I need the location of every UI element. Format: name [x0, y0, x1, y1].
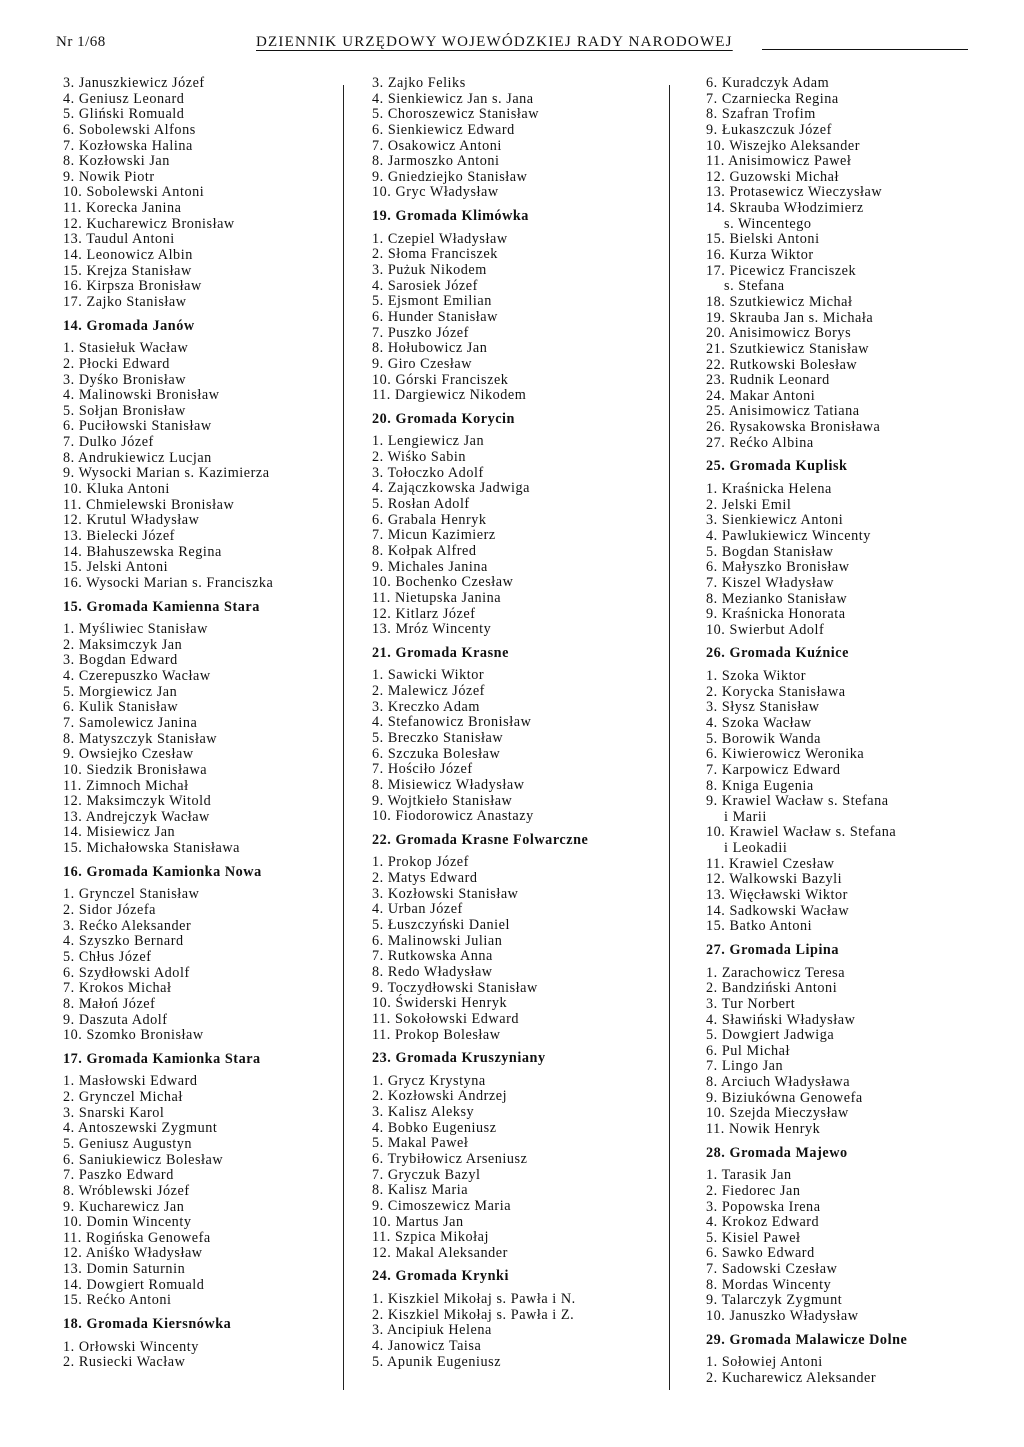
list-item: 2. Fiedorec Jan	[706, 1182, 801, 1199]
list-item: 13. Bielecki Józef	[63, 527, 175, 544]
list-item: 11. Korecka Janina	[63, 200, 182, 217]
section-heading: 25. Gromada Kuplisk	[706, 458, 848, 475]
section-heading: 22. Gromada Krasne Folwarczne	[372, 831, 589, 848]
list-item: 26. Rysakowska Bronisława	[706, 419, 881, 436]
list-item: 1. Szoka Wiktor	[706, 668, 807, 685]
column-1	[63, 76, 331, 1371]
list-item: 9. Talarczyk Zygmunt	[706, 1292, 843, 1309]
list-item: 10. Górski Franciszek	[372, 371, 509, 388]
list-item: 16. Kurza Wiktor	[706, 247, 814, 264]
list-item: 12. Kitlarz Józef	[372, 605, 476, 622]
list-item: 1. Lengiewicz Jan	[372, 433, 485, 450]
section-heading: 23. Gromada Kruszyniany	[372, 1050, 546, 1067]
list-item: 6. Kiwierowicz Weronika	[706, 746, 865, 763]
list-item: 5. Ejsmont Emilian	[372, 293, 492, 310]
list-item: 2. Bandziński Antoni	[706, 980, 838, 997]
list-item: 14. Sadkowski Wacław	[706, 902, 850, 919]
list-item: 8. Andrukiewicz Lucjan	[63, 449, 212, 466]
list-item: 8. Kalisz Maria	[372, 1182, 469, 1199]
list-item: 1. Sołowiej Antoni	[706, 1354, 823, 1371]
list-item: 3. Kozłowski Stanisław	[372, 885, 519, 902]
list-item: 7. Kozłowska Halina	[63, 137, 193, 154]
list-item: 9. Nowik Piotr	[63, 168, 155, 185]
list-item: 10. Kluka Antoni	[63, 481, 170, 498]
list-item: 1. Grycz Krystyna	[372, 1072, 486, 1089]
list-item: 9. Łukaszczuk Józef	[706, 121, 832, 138]
list-item: 7. Dulko Józef	[63, 434, 154, 451]
list-item: 9. Wojtkieło Stanisław	[372, 792, 513, 809]
list-item: 9. Owsiejko Czesław	[63, 746, 194, 763]
list-item: 11. Szpica Mikołaj	[372, 1229, 489, 1246]
list-item: 8. Arciuch Władysława	[706, 1074, 851, 1091]
list-item: 5. Bogdan Stanisław	[706, 543, 834, 560]
section-heading: 27. Gromada Lipina	[706, 941, 840, 958]
list-item: 15. Jelski Antoni	[63, 559, 169, 576]
column-2	[372, 76, 657, 1370]
list-item: 5. Choroszewicz Stanisław	[372, 106, 540, 123]
list-item: 4. Pawlukiewicz Wincenty	[706, 527, 871, 544]
list-item: 4. Janowicz Taisa	[372, 1338, 482, 1355]
list-item-continuation: i Marii	[724, 808, 767, 825]
section-heading: 29. Gromada Malawicze Dolne	[706, 1331, 908, 1348]
list-item: 9. Krawiel Wacław s. Stefana	[706, 793, 889, 810]
list-item: 18. Szutkiewicz Michał	[706, 293, 853, 310]
list-item: 2. Korycka Stanisława	[706, 683, 846, 700]
list-item: 2. Rusiecki Wacław	[63, 1354, 186, 1371]
list-item: 1. Myśliwiec Stanisław	[63, 621, 208, 638]
list-item: 5. Borowik Wanda	[706, 730, 821, 747]
list-item: 10. Krawiel Wacław s. Stefana	[706, 824, 897, 841]
list-item: 14. Skrauba Włodzimierz	[706, 200, 864, 217]
section-heading: 14. Gromada Janów	[63, 317, 195, 334]
list-item: 2. Grynczel Michał	[63, 1089, 183, 1106]
list-item: 4. Zajączkowska Jadwiga	[372, 480, 531, 497]
list-item: 12. Aniśko Władysław	[63, 1245, 203, 1262]
list-item: 12. Walkowski Bazyli	[706, 871, 843, 888]
list-item: 3. Snarski Karol	[63, 1104, 165, 1121]
column-3	[706, 76, 976, 1387]
list-item: 7. Karpowicz Edward	[706, 761, 841, 778]
list-item: 6. Trybiłowicz Arseniusz	[372, 1151, 528, 1167]
list-item: 8. Szafran Trofim	[706, 106, 816, 123]
list-item: 2. Kiszkiel Mikołaj s. Pawła i Z.	[372, 1306, 575, 1323]
list-item: 13. Domin Saturnin	[63, 1261, 186, 1278]
section-heading: 16. Gromada Kamionka Nowa	[63, 863, 262, 880]
list-item: 11. Krawiel Czesław	[706, 855, 835, 872]
list-item: 2. Słoma Franciszek	[372, 246, 498, 263]
list-item: 1. Prokop Józef	[372, 854, 469, 871]
section-heading: 20. Gromada Korycin	[372, 410, 515, 427]
list-item: 25. Anisimowicz Tatiana	[706, 403, 860, 420]
list-item: 7. Micun Kazimierz	[372, 527, 496, 544]
list-item: 5. Dowgiert Jadwiga	[706, 1027, 835, 1044]
list-item: 4. Bobko Eugeniusz	[372, 1119, 497, 1136]
list-item: 3. Tur Norbert	[706, 995, 796, 1012]
section-heading: 24. Gromada Krynki	[372, 1268, 509, 1285]
list-item: 5. Gliński Romuald	[63, 106, 185, 123]
list-item: 13. Mróz Wincenty	[372, 621, 492, 638]
list-item: 9. Wysocki Marian s. Kazimierza	[63, 465, 270, 482]
list-item: 24. Makar Antoni	[706, 387, 816, 404]
list-item: 5. Łuszczyński Daniel	[372, 917, 511, 934]
list-item: 8. Wróblewski Józef	[63, 1182, 190, 1199]
list-item: 2. Kucharewicz Aleksander	[706, 1369, 877, 1386]
list-item: 2. Płocki Edward	[63, 355, 170, 372]
list-item: 8. Kołpak Alfred	[372, 542, 477, 559]
list-item: 6. Malinowski Julian	[372, 932, 503, 949]
list-item: 4. Antoszewski Zygmunt	[63, 1120, 218, 1137]
list-item: 4. Czerepuszko Wacław	[63, 668, 211, 685]
list-item: 8. Hołubowicz Jan	[372, 340, 488, 357]
list-item: 8. Mezianko Stanisław	[706, 590, 848, 607]
list-item: 11. Rogińska Genowefa	[63, 1229, 211, 1246]
list-item: 12. Guzowski Michał	[706, 168, 839, 185]
list-item: 6. Grabala Henryk	[372, 511, 487, 528]
list-item: 5. Makal Paweł	[372, 1135, 469, 1152]
list-item: 13. Protasewicz Wieczysław	[706, 184, 883, 201]
list-item: 3. Sienkiewicz Antoni	[706, 512, 844, 529]
list-item: 2. Malewicz Józef	[372, 683, 485, 700]
list-item: 10. Domin Wincenty	[63, 1214, 192, 1231]
list-item: 10. Szomko Bronisław	[63, 1027, 204, 1044]
list-item: 1. Kiszkiel Mikołaj s. Pawła i N.	[372, 1291, 576, 1308]
list-item: 16. Wysocki Marian s. Franciszka	[63, 574, 274, 591]
list-item: 11. Nowik Henryk	[706, 1121, 821, 1137]
list-item: 7. Kiszel Władysław	[706, 574, 834, 591]
page-header	[56, 34, 968, 54]
list-item: 19. Skrauba Jan s. Michała	[706, 309, 874, 326]
list-item: 1. Stasiełuk Wacław	[63, 340, 189, 357]
list-item: 1. Masłowski Edward	[63, 1073, 198, 1090]
list-item: 1. Zarachowicz Teresa	[706, 964, 846, 981]
list-item: 4. Szyszko Bernard	[63, 933, 184, 950]
list-item: 12. Kucharewicz Bronisław	[63, 215, 235, 232]
list-item: 3. Słysz Stanisław	[706, 699, 820, 716]
page-number: Nr 1/68	[56, 34, 106, 50]
column-separator	[669, 85, 670, 1390]
list-item: 3. Kalisz Aleksy	[372, 1104, 475, 1121]
list-item: 6. Pul Michał	[706, 1042, 790, 1059]
list-item: 3. Kreczko Adam	[372, 698, 480, 715]
list-item: 13. Taudul Antoni	[63, 231, 175, 248]
list-item: 7. Puszko Józef	[372, 324, 469, 341]
list-item: 1. Grynczel Stanisław	[63, 886, 200, 903]
list-item: 10. Siedzik Bronisława	[63, 761, 208, 778]
list-item: 5. Sołjan Bronisław	[63, 402, 186, 419]
list-item: 11. Chmielewski Bronisław	[63, 496, 235, 513]
list-item: 3. Januszkiewicz Józef	[63, 75, 205, 91]
section-heading: 15. Gromada Kamienna Stara	[63, 598, 260, 615]
list-item: 11. Prokop Bolesław	[372, 1026, 501, 1043]
list-item: 10. Gryc Władysław	[372, 184, 499, 201]
list-item: 4. Sławiński Władysław	[706, 1011, 856, 1028]
list-item: 7. Samolewicz Janina	[63, 714, 198, 731]
list-item: 5. Breczko Stanisław	[372, 729, 504, 746]
list-item: 9. Toczydłowski Stanisław	[372, 979, 538, 996]
section-heading: 17. Gromada Kamionka Stara	[63, 1050, 261, 1067]
list-item: 12. Makal Aleksander	[372, 1244, 508, 1261]
list-item: 7. Hościło Józef	[372, 761, 473, 778]
list-item: 4. Urban Józef	[372, 901, 463, 918]
list-item: 4. Sienkiewicz Jan s. Jana	[372, 90, 534, 107]
list-item: 10. Świderski Henryk	[372, 995, 508, 1012]
list-item: 8. Mordas Wincenty	[706, 1276, 832, 1293]
list-item: 6. Puciłowski Stanisław	[63, 418, 212, 435]
list-item: 17. Zajko Stanisław	[63, 293, 187, 310]
list-item: 2. Maksimczyk Jan	[63, 636, 183, 653]
list-item: 9. Gniedziejko Stanisław	[372, 168, 528, 185]
list-item: 8. Matyszczyk Stanisław	[63, 730, 218, 747]
list-item: 8. Małoń Józef	[63, 995, 156, 1012]
list-item: 10. Sobolewski Antoni	[63, 184, 205, 201]
list-item: 12. Krutul Władysław	[63, 512, 200, 529]
list-item: 20. Anisimowicz Borys	[706, 325, 852, 342]
list-item: 7. Rutkowska Anna	[372, 948, 493, 965]
list-item-continuation: s. Wincentego	[724, 215, 812, 232]
list-item: 8. Redo Władysław	[372, 963, 493, 980]
section-heading: 28. Gromada Majewo	[706, 1144, 848, 1161]
list-item: 11. Sokołowski Edward	[372, 1010, 519, 1027]
list-item: 10. Swierbut Adolf	[706, 621, 825, 638]
list-item: 10. Januszko Władysław	[706, 1308, 859, 1325]
journal-title: DZIENNIK URZĘDOWY WOJEWÓDZKIEJ RADY NARODOWEJ	[256, 34, 733, 50]
list-item: 2. Kozłowski Andrzej	[372, 1088, 508, 1105]
list-item: 9. Kraśnicka Honorata	[706, 606, 846, 623]
list-item: 1. Czepiel Władysław	[372, 230, 508, 247]
section-heading: 19. Gromada Klimówka	[372, 208, 529, 225]
list-item: 1. Sawicki Wiktor	[372, 667, 485, 684]
list-item: 9. Daszuta Adolf	[63, 1011, 168, 1028]
list-item-continuation: s. Stefana	[724, 278, 785, 295]
list-item: 5. Apunik Eugeniusz	[372, 1353, 502, 1370]
list-item: 22. Rutkowski Bolesław	[706, 356, 858, 373]
list-item: 8. Kniga Eugenia	[706, 777, 814, 794]
list-item: 11. Dargiewicz Nikodem	[372, 387, 527, 404]
list-item: 2. Wiśko Sabin	[372, 449, 466, 466]
list-item: 1. Orłowski Wincenty	[63, 1338, 199, 1355]
list-item: 10. Martus Jan	[372, 1213, 464, 1230]
list-item: 5. Chłus Józef	[63, 948, 152, 965]
list-item: 7. Gryczuk Bazyl	[372, 1166, 481, 1183]
list-item: 10. Wiszejko Aleksander	[706, 137, 861, 154]
list-item: 14. Błahuszewska Regina	[63, 543, 222, 560]
list-item: 6. Kulik Stanisław	[63, 699, 179, 716]
list-item: 5. Rosłan Adolf	[372, 496, 470, 513]
list-item: 3. Popowska Irena	[706, 1198, 821, 1215]
list-item-continuation: i Leokadii	[724, 840, 788, 857]
list-item: 4. Stefanowicz Bronisław	[372, 714, 532, 731]
list-item: 3. Zajko Feliks	[372, 75, 466, 91]
list-item: 10. Szejda Mieczysław	[706, 1105, 849, 1122]
list-item: 8. Misiewicz Władysław	[372, 776, 525, 793]
list-item: 7. Lingo Jan	[706, 1058, 784, 1075]
list-item: 15. Batko Antoni	[706, 918, 813, 935]
list-item: 6. Małyszko Bronisław	[706, 559, 850, 576]
list-item: 4. Sarosiek Józef	[372, 277, 478, 294]
list-item: 4. Malinowski Bronisław	[63, 387, 220, 404]
list-item: 5. Morgiewicz Jan	[63, 683, 178, 700]
section-heading: 26. Gromada Kuźnice	[706, 645, 849, 662]
list-item: 3. Tołoczko Adolf	[372, 464, 484, 481]
list-item: 14. Leonowicz Albin	[63, 247, 193, 264]
list-item: 6. Saniukiewicz Bolesław	[63, 1151, 224, 1168]
list-item: 4. Geniusz Leonard	[63, 90, 185, 107]
list-item: 6. Sobolewski Alfons	[63, 121, 196, 138]
list-item: 7. Osakowicz Antoni	[372, 137, 502, 154]
list-item: 11. Anisimowicz Paweł	[706, 153, 852, 170]
list-item: 3. Rećko Aleksander	[63, 917, 192, 934]
list-item: 6. Szydłowski Adolf	[63, 964, 190, 981]
list-item: 8. Kozłowski Jan	[63, 153, 170, 170]
list-item: 9. Biziukówna Genowefa	[706, 1089, 863, 1106]
list-item: 5. Kisiel Paweł	[706, 1229, 801, 1246]
section-heading: 18. Gromada Kiersnówka	[63, 1316, 232, 1333]
list-item: 5. Geniusz Augustyn	[63, 1136, 193, 1152]
list-item: 6. Szczuka Bolesław	[372, 745, 501, 762]
list-item: 12. Maksimczyk Witold	[63, 793, 212, 810]
list-item: 14. Misiewicz Jan	[63, 824, 176, 841]
list-item: 1. Kraśnicka Helena	[706, 481, 832, 498]
list-item: 15. Bielski Antoni	[706, 231, 820, 248]
list-item: 8. Jarmoszko Antoni	[372, 153, 500, 170]
list-item: 3. Dyśko Bronisław	[63, 371, 187, 388]
header-rule	[762, 49, 968, 50]
list-item: 15. Rećko Antoni	[63, 1292, 172, 1309]
list-item: 7. Czarniecka Regina	[706, 90, 839, 107]
list-item: 6. Kuradczyk Adam	[706, 75, 830, 91]
list-item: 3. Pużuk Nikodem	[372, 262, 487, 279]
list-item: 10. Fiodorowicz Anastazy	[372, 808, 534, 825]
list-item: 15. Michałowska Stanisława	[63, 840, 241, 857]
list-item: 11. Zimnoch Michał	[63, 777, 189, 794]
list-item: 7. Sadowski Czesław	[706, 1261, 838, 1278]
list-item: 9. Giro Czesław	[372, 355, 473, 372]
list-item: 13. Więcławski Wiktor	[706, 887, 848, 904]
list-item: 2. Jelski Emil	[706, 496, 792, 513]
list-item: 3. Bogdan Edward	[63, 652, 178, 669]
list-item: 23. Rudnik Leonard	[706, 372, 830, 389]
list-item: 6. Sienkiewicz Edward	[372, 121, 515, 138]
section-heading: 21. Gromada Krasne	[372, 644, 509, 661]
list-item: 17. Picewicz Franciszek	[706, 262, 857, 279]
list-item: 6. Hunder Stanisław	[372, 308, 498, 325]
list-item: 11. Nietupska Janina	[372, 589, 502, 606]
list-item: 10. Bochenko Czesław	[372, 574, 514, 591]
list-item: 7. Krokos Michał	[63, 980, 172, 997]
list-item: 15. Krejza Stanisław	[63, 262, 192, 279]
list-item: 9. Michales Janina	[372, 558, 488, 575]
list-item: 1. Tarasik Jan	[706, 1167, 792, 1184]
list-item: 9. Cimoszewicz Maria	[372, 1197, 512, 1214]
list-item: 7. Paszko Edward	[63, 1167, 174, 1184]
list-item: 2. Matys Edward	[372, 870, 478, 887]
list-item: 4. Szoka Wacław	[706, 714, 812, 731]
list-item: 4. Krokoz Edward	[706, 1214, 820, 1231]
list-item: 21. Szutkiewicz Stanisław	[706, 340, 870, 357]
list-item: 9. Kucharewicz Jan	[63, 1198, 185, 1215]
column-separator	[343, 85, 344, 1390]
list-item: 3. Ancipiuk Helena	[372, 1322, 492, 1339]
list-item: 14. Dowgiert Romuald	[63, 1276, 205, 1293]
list-item: 27. Rećko Albina	[706, 434, 814, 451]
list-item: 16. Kirpsza Bronisław	[63, 278, 202, 295]
list-item: 6. Sawko Edward	[706, 1245, 815, 1262]
list-item: 2. Sidor Józefa	[63, 902, 156, 919]
list-item: 13. Andrejczyk Wacław	[63, 808, 210, 825]
